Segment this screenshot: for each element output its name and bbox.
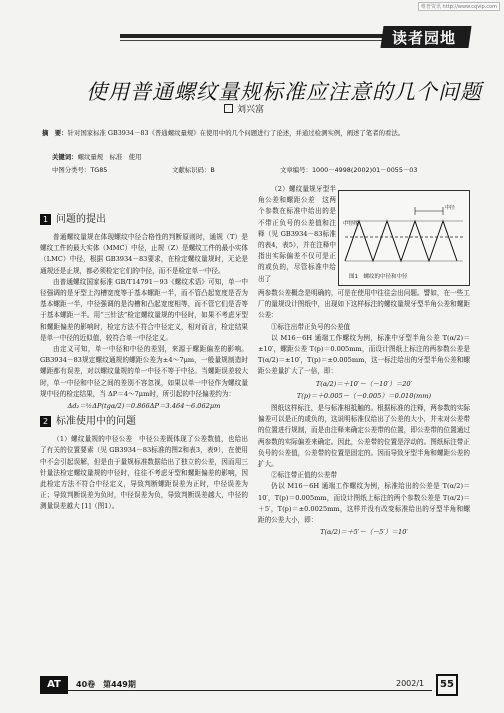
- left-column: [40, 214, 248, 513]
- doc-value: B: [210, 166, 215, 174]
- article-no-label: 文章编号：: [280, 166, 312, 174]
- article-no-value: 1000－4998(2002)01－0055－03: [311, 166, 418, 174]
- section-2-number: 2: [40, 416, 51, 427]
- footer-rule: [68, 690, 432, 691]
- paragraph: ②标注带正值的公差带: [271, 471, 337, 480]
- document-code: [172, 165, 215, 174]
- class-label: 中图分类号：: [52, 166, 91, 174]
- paragraph: 以 M16－6H 通端工作螺纹为例，标准中牙型半角公差 T(α/2)＝±10′，螺距公差 T(p)＝0.005mm，而设计图纸上标注的两参数公差是 T(α/2)＝±10′，T(p)＝±0.005mm，这一标注给出的牙型半角公差和螺距公差量扩大了一倍，即：: [258, 333, 470, 376]
- formula: Δd₂＝½ΔP(tgα/2)＝0.866ΔP＝3.464～6.062μm: [67, 402, 221, 411]
- author-name: 刘兴富: [237, 105, 265, 115]
- paragraph: 普通螺纹量规在体现螺纹中径合格性的判断原则时，通规（T）是螺纹工件的最大实体（MMC）中径，止规（Z）是螺纹工件的最小实体（LMC）中径，根据 GB3934－83要求，在检定螺纹量规时，无论是通规还是止规，都必须检定它们的中径，而不是检定单一中径。: [40, 233, 248, 275]
- section-2-title: 标准使用中的问题: [56, 416, 136, 428]
- keywords-text: 螺纹量规 标准 使用: [77, 153, 142, 161]
- paragraph: 仍以 M16－6H 通端工作螺纹为例，标准给出的公差是 T(α/2)＝10′，T(p)＝0.005mm，而设计图纸上标注的两个参数公差是 T(α/2)＝＋5′，T(p)＝±0.0025mm，这样并没有改变标准给出的牙型半角和螺距的公差大小，即：: [258, 482, 470, 525]
- figure-wrap: [258, 184, 470, 288]
- section-1-number: 1: [40, 214, 51, 225]
- author-box-icon: [224, 104, 233, 113]
- classification: [52, 165, 107, 174]
- section-2-heading: [40, 416, 248, 430]
- doc-label: 文献标识码：: [172, 166, 211, 174]
- watermark: 维普资讯 http://www.cqvip.com: [418, 2, 500, 11]
- article-title: 使用普通螺纹量规标准应注意的几个问题: [86, 80, 482, 104]
- paragraph: （1）螺纹量规的中径公差 中径公差既体现了公差数值，也给出了有关的位置要素（见 GB3934－83标准的图2和表3，表9），在使用中不会引起误解，但是由于量规标准数据给出了独立的公差，因而用三针量法检定螺纹量规的中径时，往往不考虑牙型和螺距偏差的影响，因此检定方法不符合中径定义，导致判断螺距误差为正时，中径误差为正；导致判断误差为负时，中径误差为负，导致判断误差越大，中径的测量误差越大 [1]（图1）。: [40, 435, 248, 511]
- abstract-label: 摘 要：: [42, 129, 68, 137]
- paragraph: ①标注出带正负号的公差值: [271, 322, 351, 331]
- figure-label-left: 中径线: [343, 221, 359, 227]
- paragraph: 由普通螺纹国家标准 GB/T14791－93《螺纹术语》可知，单一中径强调的是牙型上沟槽宽度等于基本螺距一半，而不管凸起宽度是否为基本螺距一半，中径强调的是沟槽和凸起宽度相等，而不管它们是否等于基本螺距一半。用“三针法”检定螺纹量规的中径时，如果不考虑牙型和螺距偏差的影响时，检定方法不符合中径定义，相对而言，检定结果是单一中径的近似值，较符合单一中径定义。: [40, 277, 248, 342]
- keywords: [52, 152, 141, 161]
- formula: T(α/2)＝＋10′－（－10′）＝20′: [315, 379, 413, 388]
- header-banner: 读者园地: [392, 29, 457, 47]
- figure-label-right: 中径: [444, 205, 455, 211]
- section-1-heading: [40, 214, 248, 228]
- paragraph: 两参数公差概念是明确的，可是在使用中往往会出问题。譬如，在一些工厂的量规设计图纸中，出现如下这样标注的螺纹量规牙型半角公差和螺距公差：: [258, 289, 470, 320]
- journal-logo: AT: [40, 676, 68, 694]
- right-column: [258, 184, 470, 539]
- issue-info: 40卷 第449期: [76, 680, 136, 689]
- class-value: TG85: [90, 166, 108, 174]
- paragraph: （2）螺纹量规牙型半角公差和螺距公差 这两个参数在标准中给出的是不带正负号的公差值和注释（见 GB3934－83标准的表4，表5），并在注释中指出实际偏差不仅可是正的或负的，尽管标准中给出了: [258, 185, 336, 283]
- formula: T(α/2)＝＋5′－（－5′）＝10′: [320, 528, 408, 537]
- abstract: [42, 128, 472, 138]
- keywords-label: 关键词：: [52, 153, 78, 161]
- article-number: [280, 165, 417, 174]
- section-1-title: 问题的提出: [56, 214, 106, 225]
- paragraph: 图纸这样标注，是与标准相抵触的。根据标准的注释，两参数的实际偏差可以是正的或负的，这说明标准仅给出了公差的大小，并未对公差带的位置进行规制，而是由注释来确定公差带的位置，即公差带的位置通过两参数的实际偏差来确定。因此，公差带的位置是浮动的。图纸标注带正负号的公差值，公差带的位置是固定的。因而导致牙型半角和螺距公差的扩大。: [258, 404, 470, 469]
- issue-date: 2002/1: [396, 679, 425, 688]
- thread-figure: [338, 190, 470, 286]
- abstract-text: 针对国家标准 GB3934－83《普通螺纹量规》在使用中的几个问题进行了论述，并通过检测实例，阐述了笔者的看法。: [67, 129, 405, 137]
- figure-caption: 图1 螺纹的中径和中径: [349, 273, 408, 280]
- formula: T(p)＝＋0.005－（－0.005）＝0.010(mm): [296, 391, 432, 400]
- paragraph: 由定义可知，单一中径和中径的差别，来源于螺距偏差的影响。GB3934－83规定螺纹通规的螺距公差为±4～7μm，一般量规制造时螺距都有误差，对以螺纹量规的单一中径不等于中径。当螺距误差较大时，单一中径和中径之间的差别不容忽视，如果以单一中径作为螺纹量规中径的检定结果，当 ΔP＝4～7μm时，所引起的中径偏差约为：: [40, 345, 248, 398]
- header-rule-thin: [120, 40, 410, 41]
- article-author: [224, 102, 264, 115]
- page-number: 55: [436, 674, 458, 696]
